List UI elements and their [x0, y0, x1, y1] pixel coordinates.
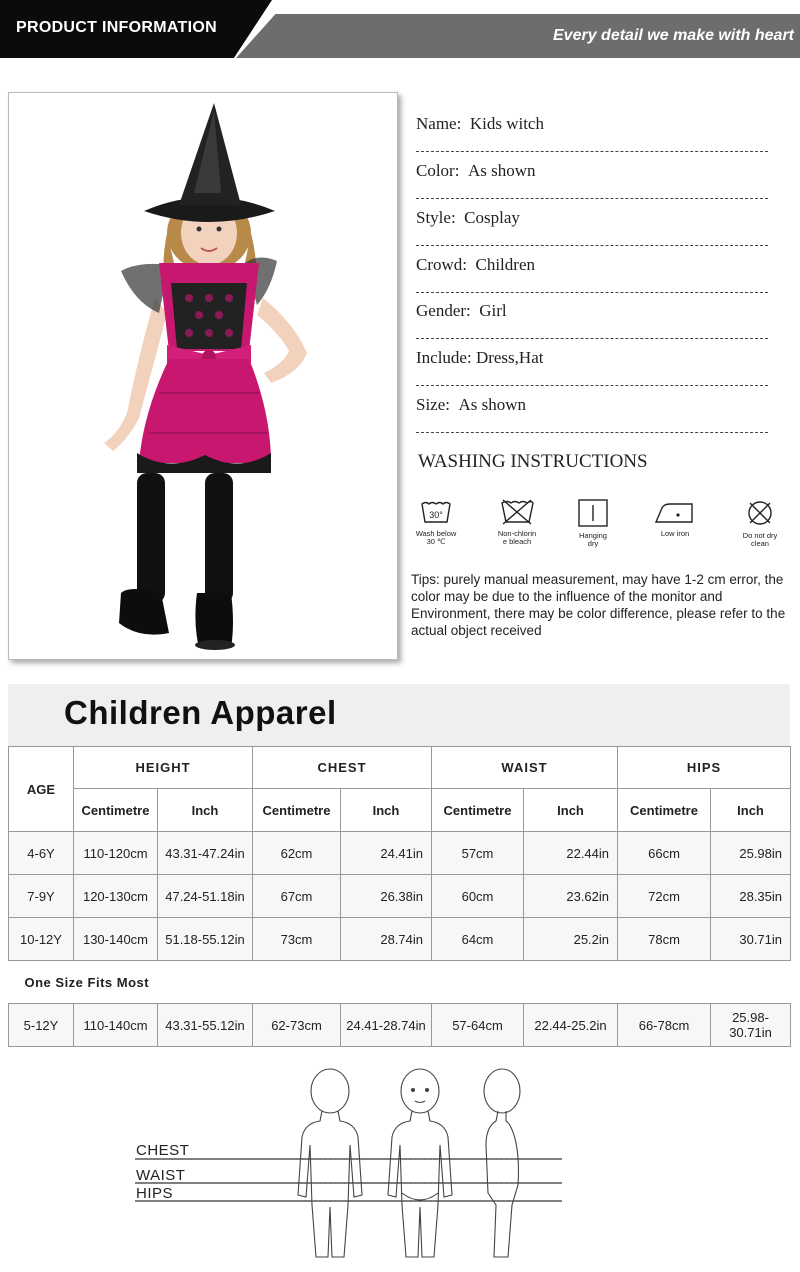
- witch-costume-illustration: [9, 93, 398, 660]
- measure-label-chest: CHEST: [136, 1142, 190, 1159]
- info-size: [416, 393, 768, 433]
- info-label: Gender:: [416, 301, 471, 320]
- age-cell: 10-12Y: [9, 918, 74, 961]
- size-chart-title-bar: [8, 684, 790, 746]
- info-crowd: [416, 253, 768, 293]
- info-value: Kids witch: [469, 114, 544, 133]
- table-cell: 28.74in: [341, 918, 432, 961]
- washing-title: WASHING INSTRUCTIONS: [418, 451, 648, 472]
- unit-header: Centimetre: [253, 789, 341, 832]
- table-cell: 57-64cm: [432, 1004, 524, 1047]
- info-value: Cosplay: [464, 208, 520, 227]
- table-cell: 73cm: [253, 918, 341, 961]
- table-row: [9, 875, 791, 918]
- table-cell: 67cm: [253, 875, 341, 918]
- table-cell: 43.31-55.12in: [158, 1004, 253, 1047]
- table-row: [9, 918, 791, 961]
- unit-header: Inch: [524, 789, 618, 832]
- table-cell: 78cm: [618, 918, 711, 961]
- page-header: [0, 0, 800, 60]
- body-measurement-diagram: [130, 1065, 570, 1265]
- info-label: Include:: [416, 348, 472, 367]
- group-hips: HIPS: [618, 747, 791, 789]
- table-cell: 24.41in: [341, 832, 432, 875]
- hanging-dry-icon: Hanging dry: [563, 498, 623, 548]
- no-bleach-icon: Non-chlorin e bleach: [487, 498, 547, 546]
- table-cell: 51.18-55.12in: [158, 918, 253, 961]
- table-cell: 24.41-28.74in: [341, 1004, 432, 1047]
- size-chart-table: [8, 746, 791, 1047]
- child-figure-side: [484, 1069, 520, 1257]
- table-cell: 130-140cm: [74, 918, 158, 961]
- table-cell: 43.31-47.24in: [158, 832, 253, 875]
- info-gender: [416, 299, 768, 339]
- info-label: Crowd:: [416, 255, 467, 274]
- group-height: HEIGHT: [74, 747, 253, 789]
- info-label: Style:: [416, 208, 456, 227]
- info-label: Color:: [416, 161, 460, 180]
- unit-header: Centimetre: [432, 789, 524, 832]
- one-size-label: One Size Fits Most: [9, 961, 791, 1004]
- info-style: [416, 206, 768, 246]
- age-cell: 7-9Y: [9, 875, 74, 918]
- info-include: [416, 346, 768, 386]
- table-cell: 120-130cm: [74, 875, 158, 918]
- age-cell: 5-12Y: [9, 1004, 74, 1047]
- product-photo: [8, 92, 398, 660]
- table-cell: 22.44-25.2in: [524, 1004, 618, 1047]
- header-tagline: Every detail we make with heart: [553, 27, 794, 44]
- unit-header: Inch: [711, 789, 791, 832]
- unit-header: Inch: [341, 789, 432, 832]
- table-cell: 110-140cm: [74, 1004, 158, 1047]
- info-value: As shown: [458, 395, 527, 414]
- low-iron-icon: Low iron: [645, 498, 705, 538]
- size-chart-title: Children Apparel: [64, 694, 337, 731]
- table-cell: 110-120cm: [74, 832, 158, 875]
- table-cell: 25.98-30.71in: [711, 1004, 791, 1047]
- size-chart-unit-row: [9, 789, 791, 832]
- table-cell: 60cm: [432, 875, 524, 918]
- info-color: [416, 159, 768, 199]
- measure-label-waist: WAIST: [136, 1167, 186, 1184]
- info-value: Dress,Hat: [475, 348, 544, 367]
- table-cell: 26.38in: [341, 875, 432, 918]
- table-cell: 62-73cm: [253, 1004, 341, 1047]
- unit-header: Centimetre: [618, 789, 711, 832]
- table-cell: 57cm: [432, 832, 524, 875]
- table-cell: 72cm: [618, 875, 711, 918]
- info-value: Children: [475, 255, 535, 274]
- child-figure-back: [298, 1069, 362, 1257]
- measure-label-hips: HIPS: [136, 1185, 174, 1202]
- no-dry-clean-icon: Do not dry clean: [730, 498, 790, 548]
- table-row: [9, 832, 791, 875]
- unit-header: Inch: [158, 789, 253, 832]
- table-cell: 66cm: [618, 832, 711, 875]
- info-value: Girl: [479, 301, 507, 320]
- tips-text: Tips: purely manual measurement, may have 1-2 cm error, the color may be due to the influence of the monitor and Environment, there may be color difference, please refer to the actual object received: [411, 572, 786, 638]
- table-cell: 62cm: [253, 832, 341, 875]
- child-figure-front: [388, 1069, 452, 1257]
- group-chest: CHEST: [253, 747, 432, 789]
- table-cell: 25.2in: [524, 918, 618, 961]
- table-cell: 47.24-51.18in: [158, 875, 253, 918]
- table-cell: 66-78cm: [618, 1004, 711, 1047]
- unit-header: Centimetre: [74, 789, 158, 832]
- size-chart-group-row: [9, 747, 791, 789]
- info-label: Size:: [416, 395, 450, 414]
- table-cell: 22.44in: [524, 832, 618, 875]
- age-cell: 4-6Y: [9, 832, 74, 875]
- table-cell: 64cm: [432, 918, 524, 961]
- table-row: [9, 1004, 791, 1047]
- wash-tub-30-icon: 30° Wash below 30 ℃: [406, 498, 466, 546]
- info-value: As shown: [467, 161, 536, 180]
- group-waist: WAIST: [432, 747, 618, 789]
- info-label: Name:: [416, 114, 462, 133]
- one-size-heading-row: [9, 961, 791, 1004]
- table-cell: 28.35in: [711, 875, 791, 918]
- age-header: AGE: [9, 747, 74, 832]
- table-cell: 30.71in: [711, 918, 791, 961]
- table-cell: 25.98in: [711, 832, 791, 875]
- table-cell: 23.62in: [524, 875, 618, 918]
- header-title: PRODUCT INFORMATION: [16, 19, 217, 36]
- info-name: [416, 112, 768, 152]
- svg-text:30°: 30°: [429, 510, 443, 520]
